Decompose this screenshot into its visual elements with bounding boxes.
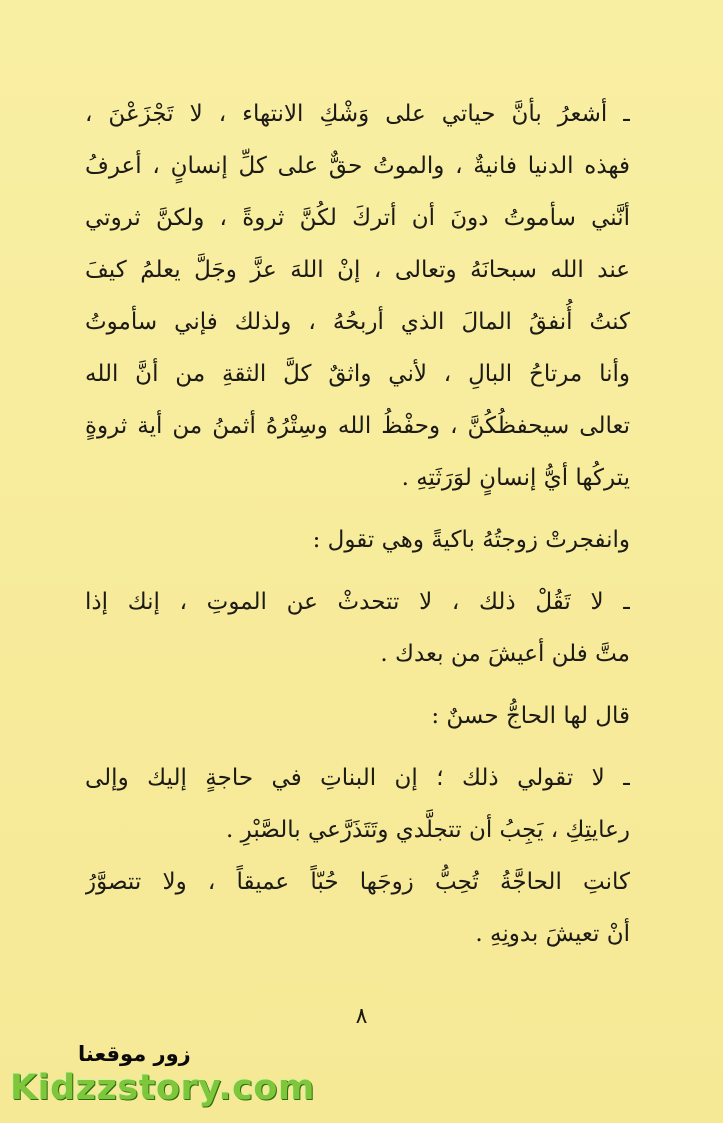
story-line: يتركُها أيُّ إنسانٍ لوَرَثَتِهِ .	[401, 465, 630, 491]
story-line: ـ لا تَقُلْ ذلك ، لا تتحدثْ عن الموتِ ، إنك إذا	[85, 589, 630, 615]
story-line: متَّ فلن أعيشَ من بعدك .	[380, 641, 630, 667]
story-line: قال لها الحاجُّ حسنٌ :	[431, 703, 630, 729]
page-number: ٨	[355, 1004, 368, 1029]
story-line: رعايتِكِ ، يَجِبُ أن تتجلَّدي وتَتَذَرَّعي بالصَّبْرِ .	[226, 817, 630, 843]
watermark-site-name: Kidzzstory.com	[10, 1068, 315, 1108]
story-line: وأنا مرتاحُ البالِ ، لأني واثقٌ كلَّ الثقةِ من أنَّ الله	[85, 361, 630, 387]
story-line: أنَّني سأموتُ دونَ أن أتركَ لكُنَّ ثروةً ، ولكنَّ ثروتي	[85, 205, 630, 231]
watermark-arabic-text: زور موقعنا	[78, 1042, 191, 1066]
story-line: أنْ تعيشَ بدونِهِ .	[475, 921, 630, 947]
site-watermark	[10, 1042, 315, 1117]
story-line: ـ أشعرُ بأنَّ حياتي على وَشْكِ الانتهاء ، لا تَجْزَعْنَ ،	[85, 101, 630, 127]
story-line: فهذه الدنيا فانيةٌ ، والموتُ حقٌّ على كلِّ إنسانٍ ، أعرفُ	[85, 153, 630, 179]
story-line: كنتُ أُنفقُ المالَ الذي أربحُهُ ، ولذلك فإني سأموتُ	[85, 309, 630, 335]
story-line: كانتِ الحاجَّةُ تُحِبُّ زوجَها حُبّاً عميقاً ، ولا تتصوَّرُ	[85, 869, 630, 895]
story-text	[85, 88, 630, 960]
story-line: عند الله سبحانَهُ وتعالى ، إنْ اللهَ عزَّ وجَلَّ يعلمُ كيفَ	[85, 257, 630, 283]
story-line: ـ لا تقولي ذلك ؛ إن البناتِ في حاجةٍ إليك وإلى	[85, 765, 630, 791]
story-line: تعالى سيحفظُكُنَّ ، وحفْظُ الله وسِتْرُهُ أثمنُ من أية ثروةٍ	[85, 413, 630, 439]
story-line: وانفجرتْ زوجتُهُ باكيةً وهي تقول :	[312, 527, 630, 553]
